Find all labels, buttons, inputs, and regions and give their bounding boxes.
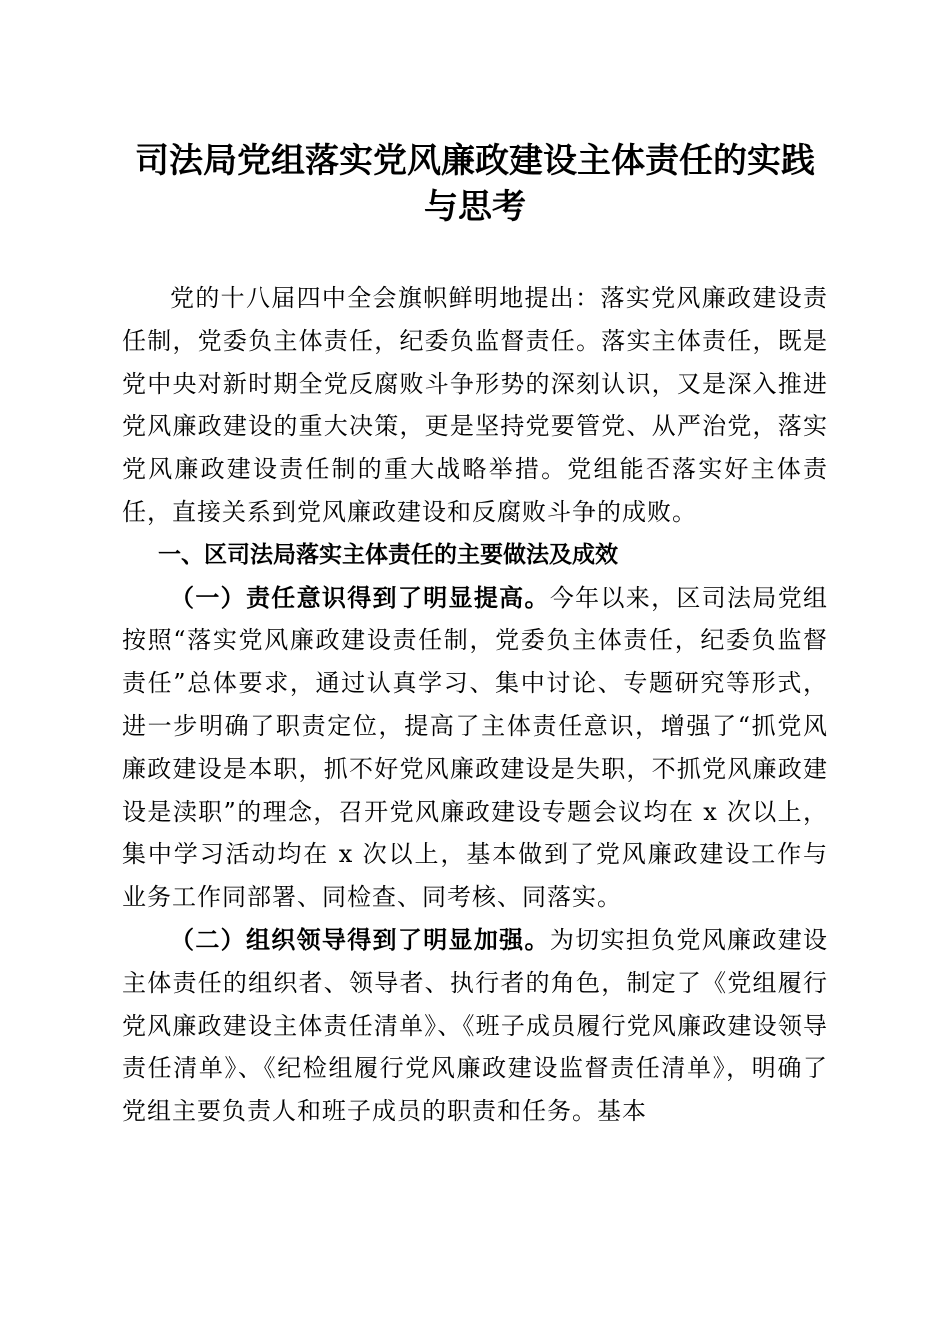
intro-paragraph: 党的十八届四中全会旗帜鲜明地提出：落实党风廉政建设责任制，党委负主体责任，纪委负监督责任。落实主体责任，既是党中央对新时期全党反腐败斗争形势的深刻认识，又是深入推进党风廉政建设的重大决策，更是坚持党要管党、从严治党，落实党风廉政建设责任制的重大战略举措。党组能否落实好主体责任，直接关系到党风廉政建设和反腐败斗争的成败。 xyxy=(122,284,828,526)
item-2-lead: （二）组织领导得到了明显加强。 xyxy=(170,925,550,954)
document-body xyxy=(122,277,828,1133)
item-2-paragraph xyxy=(122,919,828,1133)
document-title: 司法局党组落实党风廉政建设主体责任的实践与思考 xyxy=(135,141,815,227)
item-1-lead: （一）责任意识得到了明显提高。 xyxy=(170,583,550,612)
item-1-text: 今年以来，区司法局党组按照“落实党风廉政建设责任制，党委负主体责任，纪委负监督责任”总体要求，通过认真学习、集中讨论、专题研究等形式，进一步明确了职责定位，提高了主体责任意识，增强了“抓党风廉政建设是本职，抓不好党风廉政建设是失职，不抓党风廉政建设是渎职”的理念，召开党风廉政建设专题会议均在 x 次以上，集中学习活动均在 x 次以上，基本做到了党风廉政建设工作与业务工作同部署、同检查、同考核、同落实。 xyxy=(122,583,829,912)
section-1-heading: 一、区司法局落实主体责任的主要做法及成效 xyxy=(158,541,618,568)
item-2-text: 为切实担负党风廉政建设主体责任的组织者、领导者、执行者的角色，制定了《党组履行党风廉政建设主体责任清单》、《班子成员履行党风廉政建设领导责任清单》、《纪检组履行党风廉政建设监督责任清单》，明确了党组主要负责人和班子成员的职责和任务。基本 xyxy=(122,925,829,1126)
item-1-paragraph xyxy=(122,577,828,919)
document-page xyxy=(122,138,828,1133)
